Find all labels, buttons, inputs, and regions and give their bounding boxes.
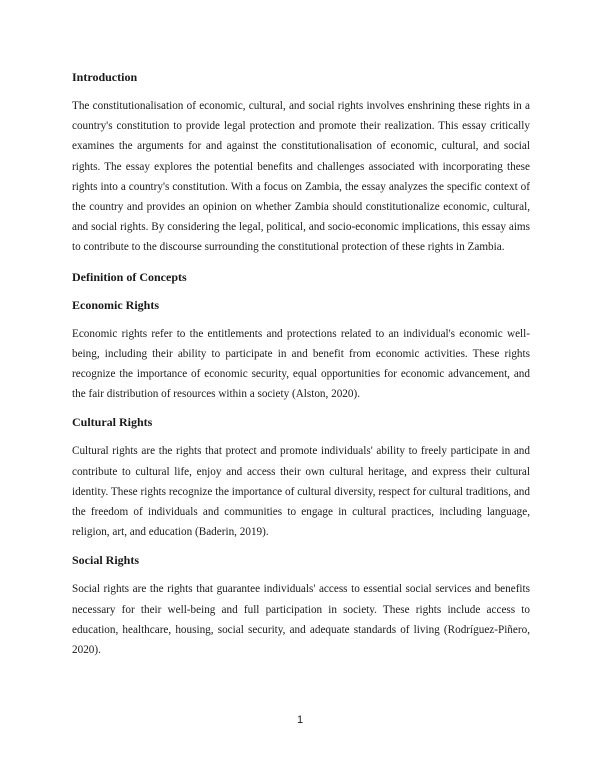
definitions-heading: Definition of Concepts	[72, 269, 187, 284]
social-rights-heading: Social Rights	[72, 553, 140, 568]
cultural-rights-paragraph: Cultural rights are the rights that protect and promote individuals' ability to freely participate in and contribute to cultural life, enjoy and access their own cultural heritage, and express their cultural identity. These rights recognize the importance of cultural diversity, respect for cultural traditions, and the freedom of individuals and communities to engage in cultural practices, including language, religion, art, and education (Baderin, 2019).	[72, 445, 530, 539]
economic-rights-heading: Economic Rights	[72, 297, 159, 312]
introduction-heading: Introduction	[72, 70, 138, 84]
document-page	[72, 68, 530, 669]
introduction-paragraph: The constitutionalisation of economic, cultural, and social rights involves enshrining these rights in a country's constitution to provide legal protection and promote their realization. This essay critically examines the arguments for and against the constitutionalisation of economic, cultural, and social rights. The essay explores the potential benefits and challenges associated with incorporating these rights into a country's constitution. With a focus on Zambia, the essay analyzes the specific context of the country and provides an opinion on whether Zambia should constitutionalize economic, cultural, and social rights. By considering the legal, political, and socio-economic implications, this essay aims to contribute to the discourse surrounding the constitutional protection of these rights in Zambia.	[72, 100, 530, 254]
page-number: 1	[296, 714, 304, 726]
cultural-rights-heading: Cultural Rights	[72, 415, 153, 430]
social-rights-paragraph: Social rights are the rights that guarantee individuals' access to essential social services and benefits necessary for their well-being and full participation in society. These rights include access to education, healthcare, housing, social security, and adequate standards of living (Rodríguez-Piñero, 2020).	[72, 583, 530, 657]
economic-rights-paragraph: Economic rights refer to the entitlements and protections related to an individual's economic well-being, including their ability to participate in and benefit from economic activities. These rights recognize the importance of economic security, equal opportunities for economic advancement, and the fair distribution of resources within a society (Alston, 2020).	[72, 327, 530, 401]
